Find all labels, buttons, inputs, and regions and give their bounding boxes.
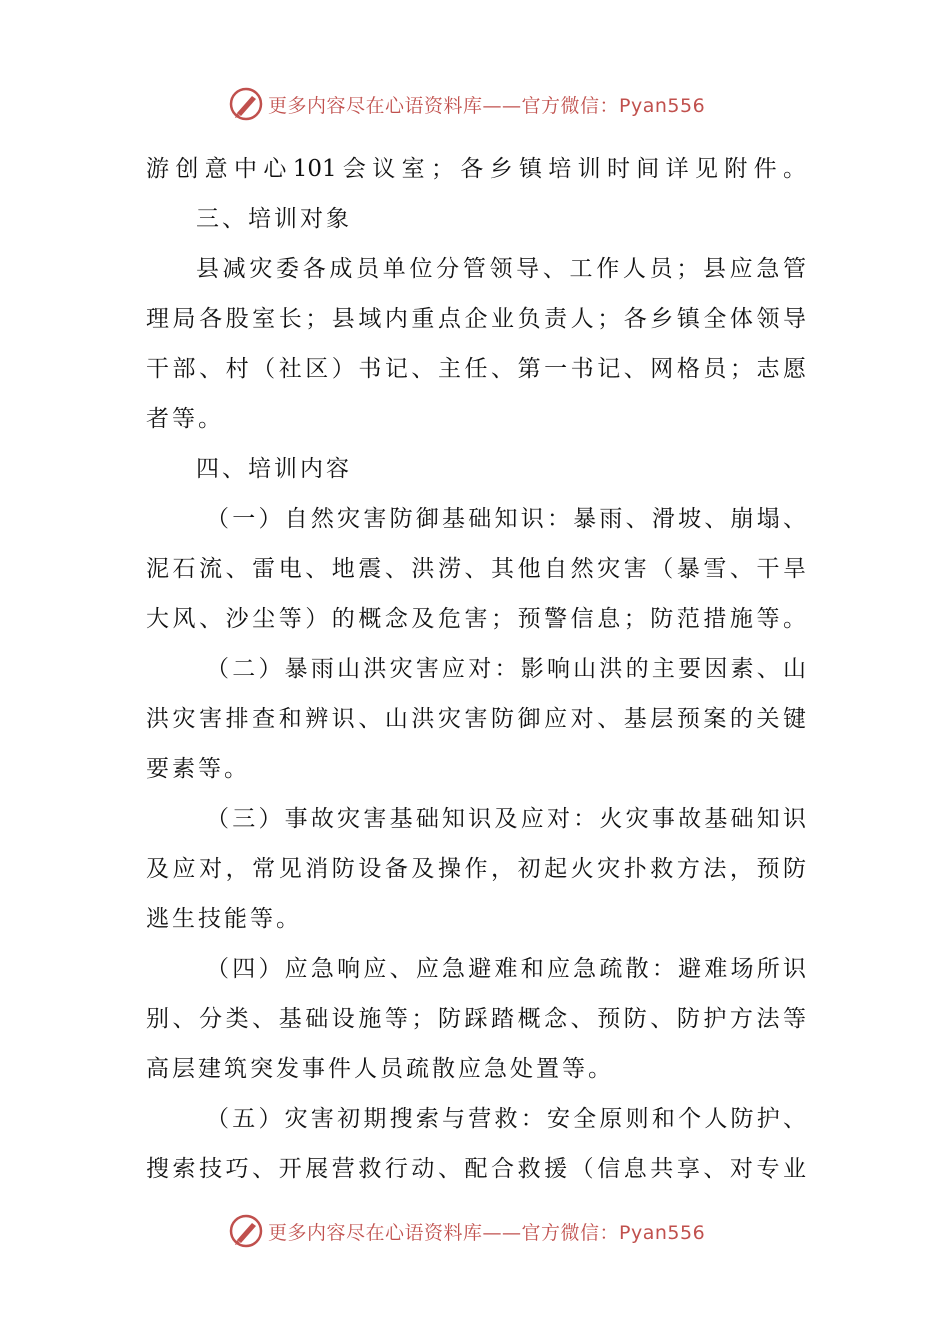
header-watermark xyxy=(228,84,705,124)
text-line: （一）自然灾害防御基础知识：暴雨、滑坡、崩塌、 xyxy=(206,506,806,532)
watermark-text: 更多内容尽在心语资料库——官方微信：Pyan556 xyxy=(268,94,706,117)
section-heading: 三、培训对象 xyxy=(196,206,352,232)
text-line: （四）应急响应、应急避难和应急疏散：避难场所识 xyxy=(206,956,806,982)
footer-watermark xyxy=(228,1211,705,1251)
text-line: 搜索技巧、开展营救行动、配合救援（信息共享、对专业 xyxy=(146,1156,806,1182)
text-line: 泥石流、雷电、地震、洪涝、其他自然灾害（暴雪、干旱 xyxy=(146,556,806,582)
watermark-text: 更多内容尽在心语资料库——官方微信：Pyan556 xyxy=(268,1221,706,1244)
document-body xyxy=(146,144,806,1194)
text-line: 洪灾害排查和辨识、山洪灾害防御应对、基层预案的关键 xyxy=(146,706,806,732)
text-line: 要素等。 xyxy=(146,756,250,782)
text-line: 及应对，常见消防设备及操作，初起火灾扑救方法，预防 xyxy=(146,856,806,882)
text-line: （五）灾害初期搜索与营救：安全原则和个人防护、 xyxy=(206,1106,806,1132)
text-line: 别、分类、基础设施等；防踩踏概念、预防、防护方法等 xyxy=(146,1006,806,1032)
text-line: 干部、村（社区）书记、主任、第一书记、网格员；志愿 xyxy=(146,356,806,382)
pen-logo-icon xyxy=(228,1213,264,1249)
text-line: 县减灾委各成员单位分管领导、工作人员；县应急管 xyxy=(196,256,806,282)
text-line: 高层建筑突发事件人员疏散应急处置等。 xyxy=(146,1056,614,1082)
text-line: 游创意中心101会议室；各乡镇培训时间详见附件。 xyxy=(146,156,806,182)
text-line: （三）事故灾害基础知识及应对：火灾事故基础知识 xyxy=(206,806,806,832)
text-line: 大风、沙尘等）的概念及危害；预警信息；防范措施等。 xyxy=(146,606,806,632)
text-line: （二）暴雨山洪灾害应对：影响山洪的主要因素、山 xyxy=(206,656,806,682)
section-heading: 四、培训内容 xyxy=(196,456,352,482)
text-line: 理局各股室长；县域内重点企业负责人；各乡镇全体领导 xyxy=(146,306,806,332)
text-line: 逃生技能等。 xyxy=(146,906,302,932)
text-line: 者等。 xyxy=(146,406,224,432)
pen-logo-icon xyxy=(228,86,264,122)
